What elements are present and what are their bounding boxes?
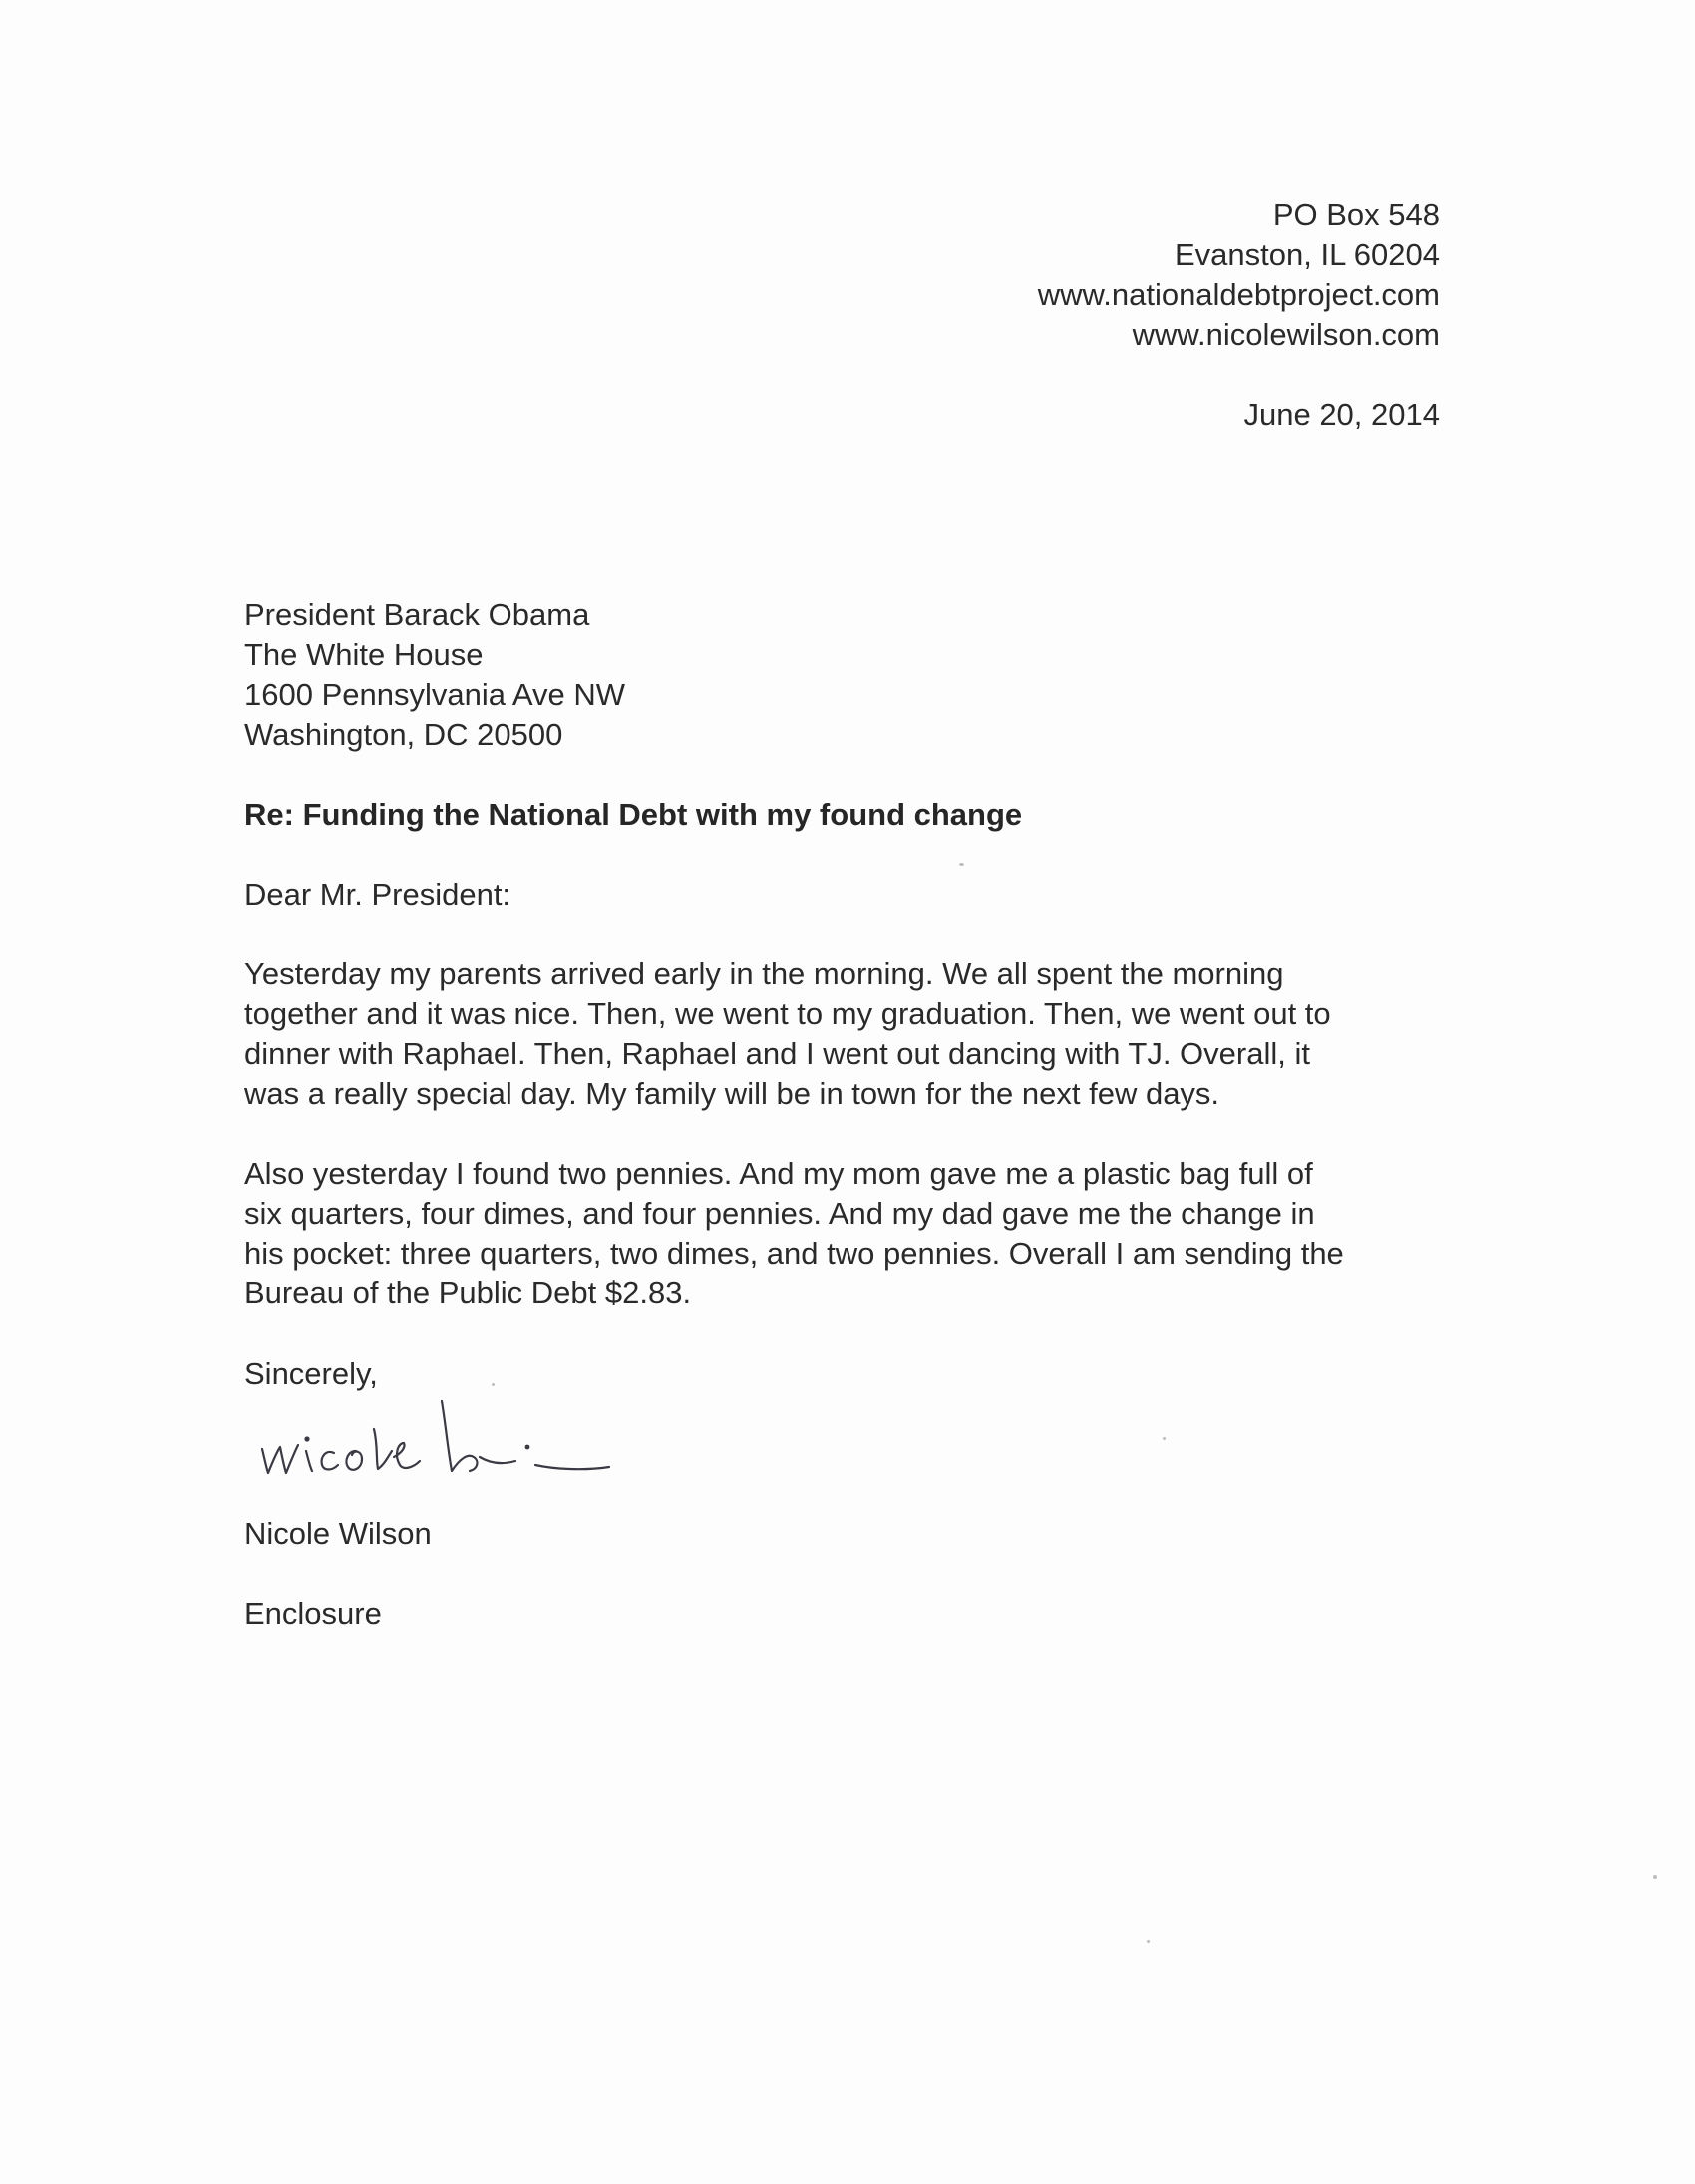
scan-speck	[1147, 1940, 1150, 1943]
paragraph-line: together and it was nice. Then, we went to my graduation. Then, we went out to	[244, 996, 1331, 1031]
closing: Sincerely,	[244, 1356, 378, 1391]
paragraph-line: Also yesterday I found two pennies. And my mom gave me a plastic bag full of	[244, 1156, 1313, 1191]
body-paragraph-2	[244, 1154, 1451, 1313]
enclosure-note: Enclosure	[244, 1596, 382, 1631]
sender-po-box: PO Box 548	[1272, 197, 1440, 232]
scan-speck	[1653, 1875, 1657, 1879]
paragraph-line: six quarters, four dimes, and four pennies. And my dad gave me the change in	[244, 1196, 1315, 1231]
paragraph-line: his pocket: three quarters, two dimes, and two pennies. Overall I am sending the	[244, 1236, 1344, 1271]
scan-speck	[492, 1383, 495, 1386]
salutation: Dear Mr. President:	[244, 877, 511, 911]
paragraph-line: was a really special day. My family will be in town for the next few days.	[244, 1076, 1220, 1111]
handwritten-signature	[254, 1381, 623, 1491]
scan-speck	[959, 863, 964, 866]
sender-address-block	[1038, 195, 1440, 355]
recipient-name: President Barack Obama	[244, 597, 590, 632]
letter-date: June 20, 2014	[1243, 397, 1440, 432]
sender-website-personal: www.nicolewilson.com	[1132, 317, 1440, 352]
recipient-city-state-zip: Washington, DC 20500	[244, 717, 563, 752]
sender-website-project: www.nationaldebtproject.com	[1037, 277, 1440, 312]
recipient-address-block	[244, 595, 625, 755]
recipient-organization: The White House	[244, 637, 484, 672]
body-paragraph-1	[244, 954, 1451, 1114]
sender-city-state-zip: Evanston, IL 60204	[1175, 237, 1440, 272]
recipient-street: 1600 Pennsylvania Ave NW	[244, 677, 625, 712]
paragraph-line: Bureau of the Public Debt $2.83.	[244, 1275, 692, 1310]
paragraph-line: dinner with Raphael. Then, Raphael and I went out dancing with TJ. Overall, it	[244, 1036, 1310, 1071]
scan-speck	[1163, 1437, 1166, 1440]
subject-line: Re: Funding the National Debt with my found change	[244, 797, 1023, 832]
paragraph-line: Yesterday my parents arrived early in the morning. We all spent the morning	[244, 956, 1284, 991]
signer-name: Nicole Wilson	[244, 1516, 432, 1551]
